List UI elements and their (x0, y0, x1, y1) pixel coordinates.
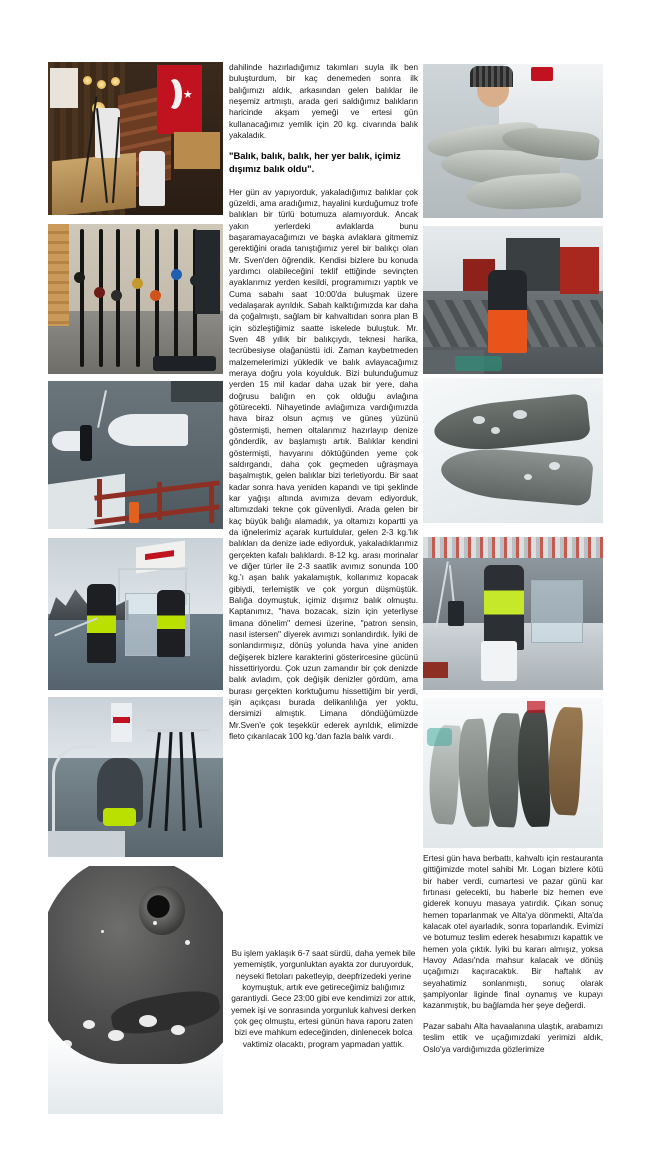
photo-angler-thumbs-up-red-houses (423, 226, 603, 374)
photo-snowy-harbour-dock-with-boats (48, 381, 223, 529)
pull-quote: "Balık, balık, balık, her yer balık, içimiz dışımız balık oldu". (229, 150, 401, 174)
turkish-flag-icon: ★ (157, 65, 203, 134)
main-text-column (229, 62, 418, 742)
main-text-column-tail (229, 948, 418, 1050)
photo-angler-at-boat-console-with-flag (48, 538, 223, 690)
photo-large-fish-head-closeup-in-snow (48, 866, 223, 1114)
photo-angler-on-boat-with-rod-rack (48, 697, 223, 857)
right-paragraph-1: Ertesi gün hava berbattı, kahvaltı için restauranta gittiğimizde motel sahibi Mr. Logan bizlere kötü bir haber verdi, cumartesi ve pazar günü kar fırtınası gelecekti, bu haberle biz hemen eve giderek konuyu masaya yatırdık. Çıkan sonuç hemen toparlanmak ve Alta'ya dönmekti, Alta'da kalacak otel ayarladık, sonra toparlandık. Evimizi ve botumuz teslim ederek hesabımızı kapattık ve hemen yola çıktık. İyiki bu kararı almışız, yoksa Havoy Adası'nda mahsur kalacak ve dönüş uçağımızı kaçıracaktık. Bir haftalık av seyahatimiz sonlanmıştı, sonuç olarak şampiyonlar liginde final oynamış ve kupayı kazanmıştık, bu bağlamda her şeye değerdi. (423, 853, 603, 1011)
photo-mixed-fish-catch-laid-on-snow (423, 698, 603, 848)
right-text-column (423, 853, 603, 1055)
photo-two-large-fish-on-snow (423, 378, 603, 523)
fish-eye (139, 886, 185, 936)
paragraph-3: Bu işlem yaklaşık 6-7 saat sürdü, daha yemek bile yememiştik, yorgunluktan ayakta zor duruyorduk, neyseki fletoları paketleyip, deepfrizedeki yerine koymuştuk, artık eve getireceğimiz balığımız garantiydi. Gece 23:00 gibi eve kendimizi zor attık, yemek işi ve sonrasında yorgunluk kahvesi derken çok geç olmuştu, ertesi günün hava raporu zaten bizi eve mahkum edeceğinden, dinlenecek bolca vaktimiz olacaktı, program yapmadan yattık. (231, 948, 416, 1049)
photo-angler-on-boat-in-harbour (423, 537, 603, 690)
paragraph-2: Her gün av yapıyorduk, yakaladığımız balıklar çok güzeldi, ama aradığımız, hayalini kurduğumuz trofe balıkları bir türlü botumuza alamıyorduk. Ancak yakın yerlerdeki avlaklarda bunu başaramayacağımızı ve başka avlaklara gitmemiz gerektiğini orada tanıştığımız yerel bir balıkçı olan Mr. Sven'den öğrendik. Kendisi bizlere bu konuda yardımcı olabileceğini teklif ettiğinde sevinçten ayaklarımız yerden kesildi, programımızı yaptık ve Cuma sabahı saat 10:00'da buluşmak üzere vedalaşarak ayrıldık. Sabah kalktığımızda kar daha da çoğalmıştı, sağlam bir kahvaltıdan sonra plan B için sözleştiğimiz saatte iskelede buluştuk. Mr. Sven 48 yıllık bir balıkçıydı, teknesi harika, tecrübesiyse olağanüstü idi. Zaman kaybetmeden malzemelerimizi yükledik ve balık avlayacağımız meraya doğru yola koyulduk. Bizi bulunduğumuz yerden 15 mil kadar daha uzak bir yere, daha doğrusu balığın en çok olduğu avlağına götürecekti. Nihayetinde avlağımıza vardığımızda hava biraz olsun açmış ve güneş yüzünü göstermişti, hemen oltalarımız hazırlayıp denize gönderdik, av başlamıştı artık. Balıklar kendini göstermişti, havyarını döktüğünden yeme çok saldırgandı, daha çok geçmeden uğraşmaya başalmıştık, gelen balıklar bizi terletiyordu. Bir saat kadar sonra hava yeniden kapandı ve tipi şeklinde kar yağışı altında avımıza devam ediyorduk, altımızdaki tekne çok güvenliydi. Arada gelen bir kaç büyük balığı alamadık, ya oltamızı kopartti ya da iğnelerimiz açarak kurtuldular, gelen 2-3 kg.'lık balıkları da denize iade ediyorduk, yakaladıklarımız gerçekten kafalı balıklardı. 8-12 kg. arası morinalar ve diğer türler ile 2-3 saatlik avımız sonunda 100 kg.'ı aşan balık yakalamıştık, kollarımız kopacak gibiydi, terlemiştik ve çok yorgun düşmüştük. Balığa doymuştuk, içimiz dışımız balık olmuştu. Kaptanımız, "hava bozacak, sizin için yeterliyse limana dönelim" demesi üzerine, "patron sensin, nasıl istersen" diyerek avımızı sonlandırdık. İyiki de sonlandırmışız, dönüş yolunda hava yine aniden değişerek bizlere karakterini gösterircesine gücünü hissettiriyordu. Çok uzun zamandır bir çok denizde balık avladım, çok değişik denizler gördüm, ama burası gerçekten korktuğumu hissettiğim bir yerdi, işin açıkçası burada delikanlılığa yer yoktu, dersimizi almıştık. Limana döndüğümüzde Mr.Sven'e çok teşekkür ederek ayrıldık, elimizde fleto çıkarılacak 100 kg.'dan fazla balık vardı. (229, 186, 418, 742)
photo-angler-lying-beside-cod-catch (423, 64, 603, 218)
photo-fishing-rods-lined-against-wall (48, 224, 223, 374)
right-paragraph-2: Pazar sabahı Alta havaalanına ulaştık, arabamızı teslim ettik ve uçağımızdaki yerimizi aldık, Oslo'ya vardığımızda gözlerimize (423, 1020, 603, 1054)
photo-cabin-interior-with-turkish-flag (48, 62, 223, 215)
paragraph-1: dahilinde hazırladığımız takımları suyla ilk ben buluşturdum, bir kaç denemeden sonra ilk balığımızı aldık, arkasından gelen balıklar ile neşemiz artmıştı, arada geri saldığımız balıkların haricinde akşam yemeği ve ertesi gün kullanacağımız yemlik için 20 kg. civarında balık yakaladık. (229, 62, 418, 141)
